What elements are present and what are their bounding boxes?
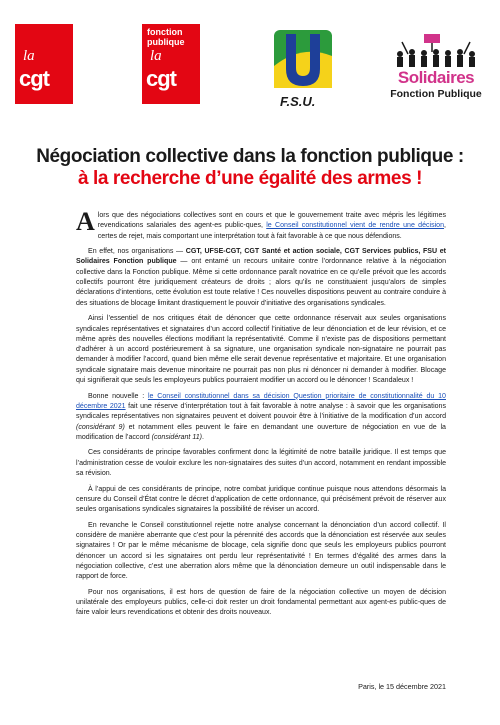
qpc-decision-link[interactable]: le Conseil constitutionnel dans sa décision Question prioritaire de constitutionnalité du 10 décembre 2021 <box>76 392 446 410</box>
paragraph-3: Ainsi l’essentiel de nos critiques était de dénoncer que cette ordonnance réservait aux seules organisations syndicales représentatives et signataires d’un accord collectif l’initiative de leur dénonciation et de leur révision, et ce même après des nouvelles élections modifiant la représentativité. Comme il n’existe pas de dispositions permettant d’adhérer à un accord postérieurement à sa signature, une organisation syndicale non-signataire ne pourrait pas demander à modifier l’accord, quand bien même elle serait devenue représentative et majoritaire. Et une organisation syndicale signataire mais devenue minoritaire ne pourrait pas non plus ni dénoncer ni demander à modifier. Blocage qui signifierait que seuls les employeurs publics pourraient modifier un accord ou le dénoncer ! Scandaleux ! <box>76 315 446 385</box>
article-body <box>76 207 446 624</box>
p4-text-a: Bonne nouvelle : <box>88 392 148 400</box>
paragraph-4 <box>76 392 446 443</box>
fsu-logo <box>272 26 334 112</box>
document-title <box>20 146 480 190</box>
conseil-decision-link[interactable]: le Conseil constitutionnel vient de rendre une décision <box>266 222 445 230</box>
p4-text-d: . <box>202 433 204 441</box>
cgt-logo-la: la <box>23 48 35 64</box>
p4-considerant-9: (considérant 9) <box>76 423 125 431</box>
cgt-fp-logo-la: la <box>150 48 162 64</box>
fsu-logo-text: F.S.U. <box>280 94 316 109</box>
p2-text-b: — ont entamé un recours unitaire contre l’ordonnance relative à la négociation collective dans la Fonction publique. Même si cette ordonnance paraît novatrice en ce qu’elle prévoit que les accords collectifs pourront être juridiquement créateurs de droits ; alors qu’ils ne constituaient jusqu’alors de simples déclarations d’intentions, cette évolution est toute relative ! Ces nouvelles dispositions peuvent au contraire conduire à des situations de blocage limitant drastiquement le pouvoir d’initiative des organisations syndicales. <box>76 258 446 307</box>
solidaires-logo <box>382 32 490 108</box>
signature-date: Paris, le 15 décembre 2021 <box>358 682 446 691</box>
solidaires-crowd-icon <box>382 32 490 70</box>
p1-text-a: lors que des négociations collectives sont en cours et que le gouvernement traite avec mépris les légitimes revendications salariales des agent-es public-ques, <box>97 212 446 230</box>
paragraph-8: Pour nos organisations, il est hors de question de faire de la négociation collective un moyen de décision unilatérale des employeurs publics, celle-ci doit rester un droit fondamental permettant aux agent-es public-ques de faire valoir leurs revendications et obtenir des droits nouveaux. <box>76 588 446 617</box>
title-line-2: à la recherche d’une égalité des armes ! <box>77 168 423 189</box>
solidaires-logo-sub: Fonction Publique <box>390 88 482 100</box>
paragraph-5: Ces considérants de principe favorables confirment donc la légitimité de notre bataille juridique. Il est temps que l’administration cesse de vouloir exclure les non-signataires des suites d’un accord, notamment en rendant impossible sa révision. <box>76 449 446 478</box>
p1-text-b: , certes de rejet, mais comportant une interprétation tout à fait favorable à ce que nous défendions. <box>97 222 446 240</box>
cgt-fp-logo-word: cgt <box>146 66 176 91</box>
cgt-logo-word: cgt <box>19 66 49 91</box>
solidaires-logo-word: Solidaires <box>397 68 475 87</box>
p2-organisations: CGT, UFSE-CGT, CGT Santé et action sociale, CGT Services publics, FSU et Solidaires Fonction publique <box>76 248 446 266</box>
cgt-fp-logo-top: fonction publique <box>147 27 185 47</box>
paragraph-1 <box>76 207 446 242</box>
paragraph-7: En revanche le Conseil constitutionnel rejette notre analyse concernant la dénonciation d’un accord collectif. Il considère de manière aberrante que c’est pour la pérennité des accords que la dénonciation est réservée aux seules signataires ! Or par le même mécanisme de blocage, cela signifie donc que seuls les employeurs publics pourront dénoncer un accord si les signataires ont perdu leur représentativité ! En termes d’égalité des armes dans la négociation collective, c’est une aberration alors même que la dénonciation demeure un outil indispensable dans le rapport de force. <box>76 521 446 581</box>
fsu-emblem-icon <box>272 26 334 94</box>
paragraph-2 <box>76 247 446 309</box>
p2-text-a: En effet, nos organisations — <box>88 248 186 256</box>
cgt-fonction-publique-logo <box>142 24 200 104</box>
p4-considerant-11: (considérant 11) <box>151 433 203 441</box>
logo-row <box>0 22 500 112</box>
paragraph-6: À l’appui de ces considérants de principe, notre combat juridique continue puisque nous attendons désormais la censure du Conseil d’État contre le décret d’application de cette ordonnance, qui précisément prévoit de réserver aux seules organisations syndicales signataires la possibilité de réviser un accord. <box>76 485 446 514</box>
title-line-1: Négociation collective dans la fonction publique : <box>36 146 464 167</box>
p4-text-b: fait une réserve d’interprétation tout à fait favorable à notre analyse : à savoir que les organisations syndicales représentatives non signataires peuvent et doivent pouvoir être à l’initiative de la modification d’un accord <box>76 402 446 421</box>
cgt-logo <box>15 24 73 104</box>
p4-text-c: et notamment elles peuvent le faire en demandant une ouverture de négociation en vue de la modification de l’accord <box>76 423 446 441</box>
drop-cap: A <box>76 207 95 236</box>
